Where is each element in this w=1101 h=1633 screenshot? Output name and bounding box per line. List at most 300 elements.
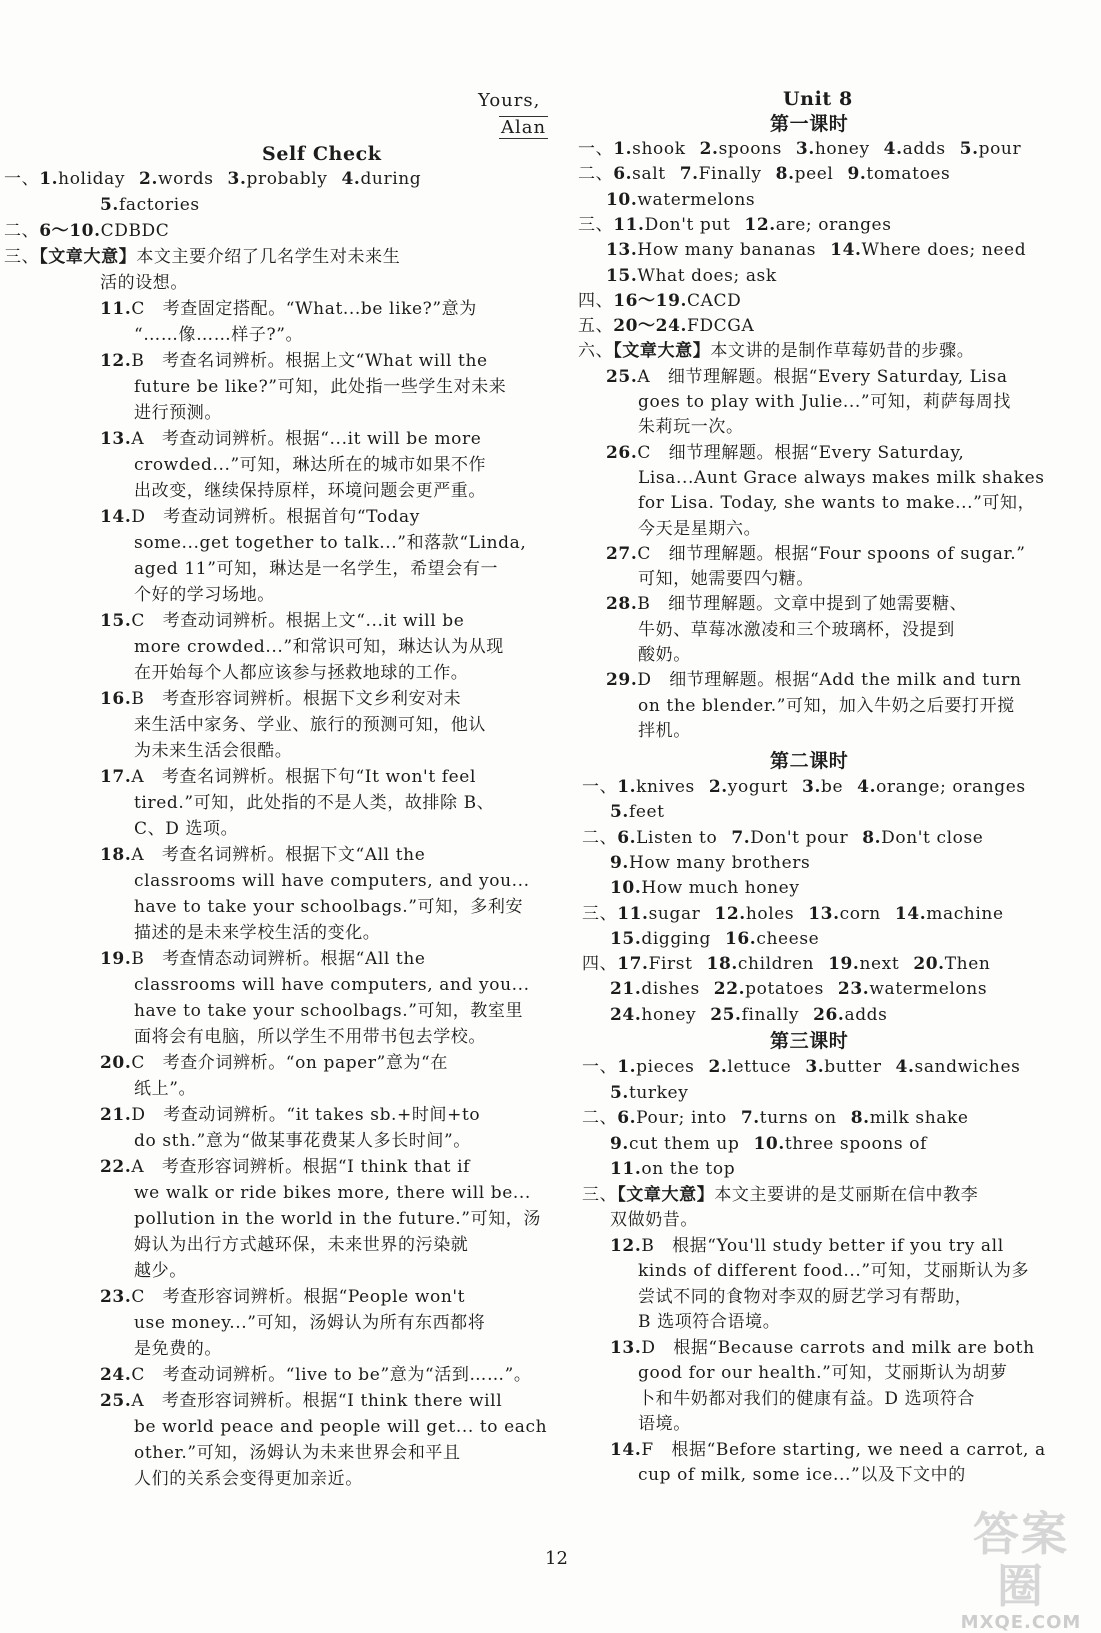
item-number: 12. <box>100 351 132 371</box>
item-number: 12. <box>610 1235 642 1256</box>
item-number: 【文章大意】 <box>613 341 711 362</box>
item-text: First <box>648 954 693 975</box>
item-text: 出改变，继续保持原样，环境问题会更严重。 <box>134 481 486 501</box>
item-text: more crowded...”和常识可知，琳达认为从现 <box>134 637 504 657</box>
item-text: on the top <box>641 1159 736 1179</box>
item-number: 15. <box>610 928 642 949</box>
item-text: watermelons <box>637 189 756 210</box>
answer-line <box>638 1388 975 1410</box>
item-number: 28. <box>606 594 638 615</box>
item-number: 16. <box>100 689 132 709</box>
item-text: peel <box>794 164 834 185</box>
item-number: 21. <box>610 979 642 1000</box>
item-text: 今天是星期六。 <box>638 518 762 539</box>
item-text: B 选项符合语境。 <box>638 1312 781 1332</box>
item-text: D 考查动词辨析。根据首句“Today <box>131 507 420 527</box>
answer-line <box>606 543 1026 565</box>
section-marker: 二、 <box>582 827 618 848</box>
answer-line <box>638 391 1011 413</box>
item-number: 1. <box>617 1057 637 1077</box>
item-text: tomatoes <box>866 164 951 185</box>
item-number: 12. <box>714 903 746 924</box>
item-text: lettuce <box>727 1057 792 1077</box>
item-number: 23. <box>837 979 870 1000</box>
answer-line <box>134 1000 523 1022</box>
answer-line <box>134 922 380 944</box>
item-text: potatoes <box>745 979 824 1000</box>
answer-line <box>100 610 464 632</box>
section-marker: 一、 <box>582 1057 618 1077</box>
item-text: C 考查介词辨析。“on paper”意为“在 <box>131 1053 448 1073</box>
item-text: Don't close <box>881 827 984 848</box>
item-text: pour <box>978 139 1022 159</box>
item-text: classrooms will have computers, and you... <box>134 871 530 891</box>
answer-line <box>610 852 810 874</box>
item-text: 描述的是未来学校生活的变化。 <box>134 923 381 943</box>
answer-line <box>610 1082 688 1104</box>
item-text: How much honey <box>641 878 800 899</box>
answer-line <box>578 163 950 185</box>
section-marker: 四、 <box>578 290 614 311</box>
item-text: honey <box>814 139 870 159</box>
answer-line <box>610 877 800 899</box>
answer-line <box>100 1390 502 1412</box>
item-text: tired.”可知，此处指的不是人类，故排除 B、 <box>134 793 495 813</box>
answer-line <box>638 492 1035 514</box>
item-text: words <box>158 169 214 189</box>
item-text: A 细节理解题。根据“Every Saturday, Lisa <box>637 366 1008 387</box>
answer-line <box>638 1311 780 1333</box>
section-marker: 一、 <box>582 777 618 797</box>
answer-line <box>4 168 421 190</box>
answer-line <box>582 1184 978 1206</box>
item-number: 15. <box>606 265 638 286</box>
item-number: 13. <box>610 1337 642 1358</box>
item-text: C 细节理解题。根据“Four spoons of sugar.” <box>637 543 1026 564</box>
item-number: 3. <box>805 1057 825 1077</box>
answer-line <box>582 827 983 849</box>
item-text: Don't pour <box>750 827 849 848</box>
item-text: three spoons of <box>784 1133 927 1154</box>
item-number: 5. <box>610 802 629 823</box>
answer-line <box>606 593 967 615</box>
item-number: 8. <box>862 827 882 848</box>
item-text: be <box>820 777 844 797</box>
item-number: 14. <box>894 903 927 924</box>
section-marker: 六、 <box>578 341 614 362</box>
answer-line <box>638 1413 691 1435</box>
item-number: 8. <box>850 1108 870 1128</box>
answer-line <box>578 340 974 362</box>
item-text: adds <box>844 1004 888 1025</box>
answer-line <box>610 1133 927 1155</box>
item-text: knives <box>636 777 695 797</box>
item-number: 7. <box>731 827 751 848</box>
item-number: 25. <box>606 366 638 387</box>
section-marker: 二、 <box>578 164 614 185</box>
answer-line <box>638 720 691 742</box>
answer-line <box>134 1078 196 1100</box>
answer-line <box>134 1416 547 1438</box>
answer-line <box>134 1468 363 1490</box>
watermark-logo <box>951 1507 1091 1633</box>
item-text: Pour; into <box>636 1108 727 1128</box>
answer-line <box>606 239 1026 261</box>
item-text: 尝试不同的食物对李双的厨艺学习有帮助， <box>638 1286 973 1307</box>
answer-line <box>134 792 494 814</box>
item-text: 个好的学习场地。 <box>134 585 275 605</box>
item-number: 13. <box>808 903 840 924</box>
item-number: 12. <box>744 214 776 235</box>
section-heading-self-check: Self Check <box>262 143 382 165</box>
item-number: 16. <box>724 928 757 949</box>
item-text: during <box>360 169 422 189</box>
item-text: next <box>859 954 900 975</box>
item-text: B 考查形容词辨析。根据下文乡利安对未 <box>131 689 462 709</box>
answer-line <box>100 844 425 866</box>
item-text: some...get together to talk...”和落款“Linda, <box>134 533 527 553</box>
answer-line <box>610 928 819 950</box>
item-number: 【文章大意】 <box>617 1184 715 1205</box>
item-number: 11. <box>100 299 132 319</box>
item-text: C 考查动词辨析。“live to be”意为“活到……”。 <box>131 1365 532 1385</box>
lesson-3-heading: 第三课时 <box>770 1030 849 1052</box>
item-text: we walk or ride bikes more, there will be... <box>134 1183 531 1203</box>
answer-line <box>638 1362 1007 1384</box>
item-text: How many brothers <box>628 852 811 873</box>
answer-line <box>100 948 426 970</box>
item-number: 2. <box>708 1057 728 1077</box>
watermark-logo-top: 答案圈 <box>973 1507 1069 1613</box>
item-number: 10. <box>753 1133 785 1154</box>
answer-line <box>134 1442 461 1464</box>
item-number: 14. <box>830 240 862 261</box>
item-text: pieces <box>636 1057 695 1077</box>
item-number: 25. <box>710 1004 742 1025</box>
item-text: 卜和牛奶都对我们的健康有益。D 选项符合 <box>638 1388 976 1409</box>
answer-line <box>134 584 275 606</box>
answer-line <box>610 801 665 823</box>
item-text: Then <box>944 954 991 975</box>
item-text: 来生活中家务、学业、旅行的预测可知，他认 <box>134 715 486 735</box>
answer-line <box>134 480 486 502</box>
item-text: holiday <box>58 169 126 189</box>
item-text: dishes <box>641 979 700 1000</box>
answer-line <box>134 324 303 346</box>
item-number: 9. <box>610 852 629 873</box>
item-text: watermelons <box>869 979 988 1000</box>
item-number: 2. <box>699 139 719 159</box>
answer-line <box>134 1312 485 1334</box>
answer-line <box>134 558 498 580</box>
item-text: 双做奶昔。 <box>610 1210 698 1230</box>
item-text: butter <box>824 1057 882 1077</box>
item-number: 19. <box>100 949 132 969</box>
item-text: use money...”可知，汤姆认为所有东西都将 <box>134 1313 486 1333</box>
item-number: 20. <box>100 1053 132 1073</box>
section-marker: 五、 <box>578 316 614 337</box>
answer-line <box>134 376 506 398</box>
item-text: 牛奶、草莓冰激凌和三个玻璃杯，没提到 <box>638 619 955 640</box>
item-number: 5. <box>100 195 119 215</box>
item-number: 4. <box>883 139 903 159</box>
item-text: cup of milk, some ice...”以及下文中的 <box>638 1465 966 1485</box>
answer-line <box>100 1286 465 1308</box>
item-text: 纸上”。 <box>134 1079 197 1099</box>
item-text: good for our health.”可知，艾丽斯认为胡萝 <box>638 1363 1008 1383</box>
item-text: sugar <box>648 903 701 924</box>
answer-line <box>134 1026 486 1048</box>
item-number: 10. <box>606 189 638 210</box>
item-number: 6. <box>613 164 633 185</box>
section-marker: 二、 <box>582 1108 618 1128</box>
answer-line <box>606 669 1022 691</box>
item-number: 2. <box>139 169 158 189</box>
item-text: B 根据“You'll study better if you try all <box>641 1235 1004 1256</box>
item-text: 越少。 <box>134 1261 187 1281</box>
item-number: 3. <box>795 139 815 159</box>
item-text: adds <box>902 139 946 159</box>
item-text: 本文讲的是制作草莓奶昔的步骤。 <box>710 341 975 362</box>
item-text: corn <box>839 903 881 924</box>
item-text: yogurt <box>727 777 789 797</box>
answer-line <box>100 1052 448 1074</box>
item-text: CACD <box>687 290 742 311</box>
item-text: 在开始每个人都应该参与拯救地球的工作。 <box>134 663 469 683</box>
answer-line <box>606 189 755 211</box>
signature-yours: Yours, <box>478 90 541 111</box>
item-text: sandwiches <box>914 1057 1021 1077</box>
item-number: 20～24. <box>613 316 688 337</box>
lesson-1-heading: 第一课时 <box>770 113 849 135</box>
answer-line <box>638 518 761 540</box>
item-text: C 考查固定搭配。“What...be like?”意为 <box>131 299 477 319</box>
item-number: 9. <box>610 1133 629 1154</box>
item-text: future be like?”可知，此处指一些学生对未来 <box>134 377 507 397</box>
item-text: are; oranges <box>775 214 892 235</box>
item-text: A 考查名词辨析。根据下文“All the <box>131 845 426 865</box>
item-text: Listen to <box>636 827 718 848</box>
item-text: probably <box>246 169 328 189</box>
item-text: kinds of different food...”可知，艾丽斯认为多 <box>638 1261 1030 1281</box>
item-number: 24. <box>100 1365 132 1385</box>
answer-line <box>582 776 1026 798</box>
answer-line <box>578 290 741 312</box>
answer-line <box>134 454 486 476</box>
item-text: digging <box>641 928 711 949</box>
item-text: do sth.”意为“做某事花费某人多长时间”。 <box>134 1131 471 1151</box>
item-number: 14. <box>610 1439 642 1460</box>
answer-line <box>578 315 754 337</box>
answer-line <box>134 662 468 684</box>
section-marker: 四、 <box>582 954 618 975</box>
answer-line <box>134 1130 471 1152</box>
unit-title: Unit 8 <box>783 88 853 110</box>
item-number: 5. <box>959 139 979 159</box>
item-text: 为未来生活会很酷。 <box>134 741 293 761</box>
answer-line <box>610 1158 735 1180</box>
item-number: 27. <box>606 543 638 564</box>
item-text: classrooms will have computers, and you... <box>134 975 530 995</box>
item-text: turkey <box>628 1082 689 1103</box>
answer-line <box>582 1107 969 1129</box>
answer-line <box>134 636 504 658</box>
section-marker: 三、 <box>4 247 40 267</box>
watermark-logo-bottom: MXQE.COM <box>960 1612 1082 1633</box>
item-number: 1. <box>613 139 633 159</box>
answer-line <box>610 1235 1004 1257</box>
answer-line <box>100 194 200 216</box>
item-number: 21. <box>100 1105 132 1125</box>
item-text: shook <box>632 139 686 159</box>
item-text: feet <box>628 802 665 823</box>
item-text: children <box>737 954 815 975</box>
item-text: honey <box>641 1004 697 1025</box>
answer-line <box>638 695 1015 717</box>
item-number: 22. <box>100 1157 132 1177</box>
item-text: 语境。 <box>638 1414 691 1434</box>
item-text: B 细节理解题。文章中提到了她需要糖、 <box>637 594 968 615</box>
lesson-2-heading: 第二课时 <box>770 750 849 772</box>
answer-line <box>606 265 777 287</box>
answer-line <box>582 903 1004 925</box>
item-text: 姆认为出行方式越环保，未来世界的污染就 <box>134 1235 469 1255</box>
item-number: 6. <box>617 827 637 848</box>
answer-line <box>134 532 526 554</box>
item-number: 4. <box>857 777 877 797</box>
page-number: 12 <box>545 1548 568 1569</box>
item-text: A 考查名词辨析。根据下句“It won't feel <box>131 767 477 787</box>
item-number: 22. <box>713 979 746 1000</box>
item-number: 5. <box>610 1082 629 1103</box>
item-number: 8. <box>775 164 795 185</box>
answer-line <box>134 740 292 762</box>
item-text: spoons <box>718 139 782 159</box>
item-number: 11. <box>617 903 649 924</box>
item-text: What does; ask <box>637 265 777 286</box>
section-marker: 三、 <box>582 1184 618 1205</box>
item-number: 4. <box>341 169 361 189</box>
item-text: 是免费的。 <box>134 1339 222 1359</box>
section-marker: 三、 <box>578 214 614 235</box>
answer-line <box>100 766 476 788</box>
answer-line <box>606 442 964 464</box>
item-text: FDCGA <box>687 316 755 337</box>
item-number: 13. <box>606 240 638 261</box>
item-text: A 考查动词辨析。根据“...it will be more <box>131 429 482 449</box>
item-number: 16～19. <box>613 290 688 311</box>
item-number: 11. <box>613 214 645 235</box>
item-number: 24. <box>610 1004 642 1025</box>
item-text: 朱莉玩一次。 <box>638 417 744 438</box>
item-text: C 细节理解题。根据“Every Saturday, <box>637 442 965 463</box>
item-number: 18. <box>706 954 738 975</box>
answer-line <box>134 402 222 424</box>
item-number: 6～10. <box>39 221 101 241</box>
section-marker: 二、 <box>4 221 40 241</box>
item-text: CDBDC <box>100 221 170 241</box>
answer-line <box>134 1234 468 1256</box>
item-number: 7. <box>740 1108 760 1128</box>
item-number: 3. <box>802 777 821 797</box>
item-text: 进行预测。 <box>134 403 222 423</box>
section-marker: 三、 <box>582 903 618 924</box>
item-number: 13. <box>100 429 132 449</box>
answer-line <box>638 619 955 641</box>
item-text: crowded...”可知，琳达所在的城市如果不作 <box>134 455 487 475</box>
answer-line <box>582 1056 1020 1078</box>
item-number: 1. <box>617 777 637 797</box>
answer-line <box>638 644 691 666</box>
answer-line <box>610 1004 888 1026</box>
item-text: D 根据“Because carrots and milk are both <box>641 1337 1035 1358</box>
item-text: F 根据“Before starting, we need a carrot, a <box>641 1439 1046 1460</box>
answer-line <box>610 1337 1035 1359</box>
item-number: 26. <box>813 1004 845 1025</box>
section-marker: 一、 <box>578 139 614 159</box>
item-text: 酸奶。 <box>638 645 691 665</box>
item-number: 3. <box>227 169 247 189</box>
answer-line <box>638 568 814 590</box>
answer-line <box>134 896 523 918</box>
item-text: pollution in the world in the future.”可知，汤 <box>134 1209 542 1229</box>
answer-line <box>134 1208 541 1230</box>
item-text: A 考查形容词辨析。根据“I think that if <box>131 1157 471 1177</box>
answer-line <box>4 246 400 268</box>
answer-line <box>134 1260 187 1282</box>
answer-line <box>610 1439 1046 1461</box>
item-text: 人们的关系会变得更加亲近。 <box>134 1469 363 1489</box>
item-number: 19. <box>828 954 860 975</box>
item-text: for Lisa. Today, she wants to make...”可知， <box>638 493 1036 514</box>
item-text: cut them up <box>628 1133 740 1154</box>
item-text: D 细节理解题。根据“Add the milk and turn <box>637 670 1022 691</box>
answer-line <box>610 978 987 1000</box>
item-text: goes to play with Julie...”可知，莉萨每周找 <box>638 392 1012 412</box>
item-text: “……像……样子?”。 <box>134 325 304 345</box>
item-text: have to take your schoolbags.”可知，多利安 <box>134 897 524 917</box>
answer-line <box>134 1182 531 1204</box>
item-text: Finally <box>698 164 762 185</box>
item-text: 拌机。 <box>638 720 691 741</box>
answer-line <box>134 1338 222 1360</box>
answer-line <box>100 506 420 528</box>
item-number: 6. <box>617 1108 637 1128</box>
answer-line <box>638 467 1045 489</box>
item-text: have to take your schoolbags.”可知，教室里 <box>134 1001 524 1021</box>
answer-line <box>638 416 744 438</box>
item-number: 7. <box>679 164 699 185</box>
answer-line <box>100 1156 470 1178</box>
item-number: 10. <box>610 878 642 899</box>
item-number: 15. <box>100 611 132 631</box>
item-number: 26. <box>606 442 638 463</box>
item-text: 本文主要讲的是艾丽斯在信中教李 <box>714 1184 979 1205</box>
item-number: 17. <box>617 954 649 975</box>
item-number: 20. <box>913 954 945 975</box>
answer-line <box>606 366 1008 388</box>
answer-line <box>578 138 1021 160</box>
answer-line <box>638 1464 966 1486</box>
item-text: C 考查动词辨析。根据上文“...it will be <box>131 611 465 631</box>
answer-line <box>100 350 488 372</box>
item-text: D 考查动词辨析。“it takes sb.+时间+to <box>131 1105 481 1125</box>
answer-line <box>610 1209 698 1231</box>
item-text: 本文主要介绍了几名学生对未来生 <box>136 247 401 267</box>
signature-name: Alan <box>501 117 547 138</box>
item-text: factories <box>118 195 200 215</box>
item-number: 18. <box>100 845 132 865</box>
